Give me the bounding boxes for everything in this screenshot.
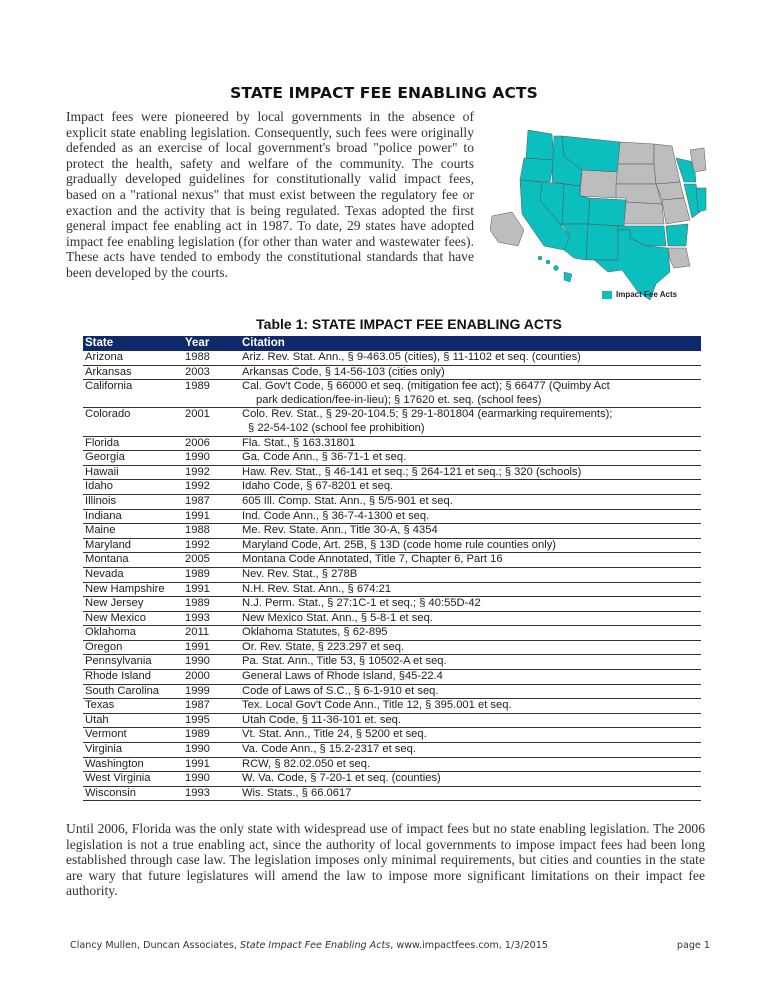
colorado-shape — [588, 198, 626, 226]
cell-citation — [240, 380, 701, 408]
table-row — [83, 772, 701, 787]
cell-citation — [240, 451, 701, 466]
cell-state: Idaho — [83, 480, 183, 495]
table-row — [83, 684, 701, 699]
cell-state: Hawaii — [83, 465, 183, 480]
table-row — [83, 538, 701, 553]
table-caption: Table 1: STATE IMPACT FEE ENABLING ACTS — [256, 316, 562, 332]
cell-year: 1992 — [183, 538, 240, 553]
hawaii-shape — [538, 256, 572, 282]
cell-year: 1988 — [183, 524, 240, 539]
washington-shape — [526, 130, 554, 160]
table-row — [83, 743, 701, 758]
cell-citation — [240, 626, 701, 641]
citation-text: Fla. Stat., § 163.31801 — [242, 436, 356, 449]
cell-state: West Virginia — [83, 772, 183, 787]
table-row — [83, 611, 701, 626]
cell-state: Arkansas — [83, 365, 183, 380]
footer-citation: Clancy Mullen, Duncan Associates, State Impact Fee Enabling Acts, www.impactfees.com, 1/3/2015 — [70, 940, 548, 951]
us-map-east-icon — [690, 140, 760, 310]
cell-year: 1991 — [183, 640, 240, 655]
missouri-shape — [662, 198, 690, 224]
kansas-shape — [624, 202, 664, 224]
table-row — [83, 380, 701, 408]
cell-state: Wisconsin — [83, 786, 183, 801]
cell-year: 1989 — [183, 728, 240, 743]
cell-state: Georgia — [83, 451, 183, 466]
cell-year: 2011 — [183, 626, 240, 641]
cell-year: 2006 — [183, 436, 240, 451]
cell-citation — [240, 480, 701, 495]
cell-citation — [240, 655, 701, 670]
citation-text: Vt. Stat. Ann., Title 24, § 5200 et seq. — [242, 728, 427, 741]
citation-text: Arkansas Code, § 14-56-103 (cities only) — [242, 365, 445, 378]
north-dakota-shape — [618, 142, 654, 164]
citation-text: RCW, § 82.02.050 et seq. — [242, 757, 371, 770]
column-header-state: State — [83, 336, 183, 351]
citation-text: Nev. Rev. Stat., § 278B — [242, 567, 358, 580]
citation-text: Me. Rev. State. Ann., Title 30-A, § 4354 — [242, 524, 438, 537]
table-row — [83, 436, 701, 451]
table-row — [83, 713, 701, 728]
cell-state: Illinois — [83, 494, 183, 509]
cell-year: 1992 — [183, 480, 240, 495]
table-row — [83, 728, 701, 743]
cell-year: 1990 — [183, 743, 240, 758]
citation-text: Utah Code, § 11-36-101 et. seq. — [242, 713, 402, 726]
cell-state: Maryland — [83, 538, 183, 553]
cell-state: Rhode Island — [83, 670, 183, 685]
south-dakota-shape — [616, 164, 656, 184]
cell-year: 1989 — [183, 380, 240, 408]
page-title: STATE IMPACT FEE ENABLING ACTS — [230, 84, 538, 102]
cell-citation — [240, 494, 701, 509]
cell-year: 1995 — [183, 713, 240, 728]
citation-text: Cal. Gov't Code, § 66000 et seq. (mitigation fee act); § 66477 (Quimby Act — [242, 380, 610, 393]
table-row — [83, 757, 701, 772]
table-row — [83, 465, 701, 480]
citation-text: New Mexico Stat. Ann., § 5-8-1 et seq. — [242, 611, 433, 624]
table-row — [83, 524, 701, 539]
citation-continuation: park dedication/fee-in-lieu); § 17620 et. seq. (school fees) — [256, 393, 542, 406]
us-map-figure — [490, 100, 710, 310]
table-row — [83, 365, 701, 380]
cell-year: 1989 — [183, 567, 240, 582]
citation-text: Colo. Rev. Stat., § 29-20-104.5; § 29-1-801804 (earmarking requirements); — [242, 408, 613, 421]
cell-year: 1991 — [183, 582, 240, 597]
cell-year: 2003 — [183, 365, 240, 380]
citation-text: N.J. Perm. Stat., § 27:1C-1 et seq.; § 40:55D-42 — [242, 597, 481, 610]
cell-year: 1987 — [183, 494, 240, 509]
cell-citation — [240, 408, 701, 436]
cell-year: 2000 — [183, 670, 240, 685]
citation-text: Tex. Local Gov't Code Ann., Title 12, § 395.001 et seq. — [242, 699, 512, 712]
citation-text: Va. Code Ann., § 15.2-2317 et seq. — [242, 743, 416, 756]
cell-year: 1993 — [183, 611, 240, 626]
cell-citation — [240, 757, 701, 772]
louisiana-shape — [668, 248, 690, 268]
citation-text: Ga. Code Ann., § 36-71-1 et seq. — [242, 451, 407, 464]
cell-year: 1990 — [183, 451, 240, 466]
alaska-shape — [490, 212, 524, 246]
page-footer — [70, 940, 710, 951]
cell-year: 1991 — [183, 509, 240, 524]
wyoming-shape — [580, 170, 618, 198]
cell-state: Vermont — [83, 728, 183, 743]
closing-paragraph: Until 2006, Florida was the only state with widespread use of impact fees but no state enabling legislation. The 2006 legislation is not a true enabling act, since the authority of local governments to impose impact fees had been long established through case law. The legislation imposes only minimal requirements, but cities and counties in the state are wary that future legislatures will amend the law to impose more significant limitations on their impact fee authority. — [66, 821, 705, 899]
citation-text: 605 Ill. Comp. Stat. Ann., § 5/5-901 et seq. — [242, 494, 453, 507]
cell-state: Nevada — [83, 567, 183, 582]
cell-state: New Jersey — [83, 597, 183, 612]
cell-citation — [240, 713, 701, 728]
citation-text: Montana Code Annotated, Title 7, Chapter 6, Part 16 — [242, 553, 503, 566]
citation-text: W. Va. Code, § 7-20-1 et seq. (counties) — [242, 772, 441, 785]
legend-label: Impact Fee Acts — [616, 290, 678, 299]
table-row — [83, 553, 701, 568]
cell-state: Pennsylvania — [83, 655, 183, 670]
cell-state: New Hampshire — [83, 582, 183, 597]
cell-citation — [240, 743, 701, 758]
cell-year: 1992 — [183, 465, 240, 480]
table-row — [83, 786, 701, 801]
cell-citation — [240, 538, 701, 553]
table-row — [83, 408, 701, 436]
table-row — [83, 597, 701, 612]
citation-text: Ind. Code Ann., § 36-7-4-1300 et seq. — [242, 509, 430, 522]
cell-citation — [240, 582, 701, 597]
table-row — [83, 582, 701, 597]
cell-year: 1989 — [183, 597, 240, 612]
table-row — [83, 626, 701, 641]
minnesota-shape — [654, 144, 680, 184]
table-row — [83, 451, 701, 466]
cell-state: New Mexico — [83, 611, 183, 626]
cell-year: 1988 — [183, 351, 240, 365]
cell-state: California — [83, 380, 183, 408]
footer-doc-title: State Impact Fee Enabling Acts — [239, 940, 391, 951]
table-row — [83, 670, 701, 685]
cell-citation — [240, 670, 701, 685]
table-row — [83, 699, 701, 714]
cell-year: 1987 — [183, 699, 240, 714]
map-legend — [602, 290, 677, 299]
cell-citation — [240, 640, 701, 655]
column-header-citation: Citation — [240, 336, 701, 351]
cell-state: Utah — [83, 713, 183, 728]
page-number: page 1 — [676, 940, 710, 951]
citation-text: Ariz. Rev. Stat. Ann., § 9-463.05 (cities), § 11-1102 et seq. (counties) — [242, 351, 581, 363]
citation-continuation: § 22-54-102 (school fee prohibition) — [248, 421, 425, 434]
cell-citation — [240, 786, 701, 801]
table-row — [83, 509, 701, 524]
cell-citation — [240, 351, 701, 365]
table-header-row — [83, 336, 701, 351]
cell-year: 1990 — [183, 655, 240, 670]
cell-state: Oregon — [83, 640, 183, 655]
oregon-shape — [520, 158, 554, 182]
cell-state: Oklahoma — [83, 626, 183, 641]
intro-paragraph: Impact fees were pioneered by local governments in the absence of explicit state enabling legislation. Consequently, such fees were originally defended as an exercise of local government's broad "police power" to protect the health, safety and welfare of the community. The courts gradually developed guidelines for constitutionally valid impact fees, based on a "rational nexus" that must exist between the regulatory fee or exaction and the activity that is being regulated. Texas adopted the first general impact fee enabling act in 1987. To date, 29 states have adopted impact fee enabling legislation (for other than water and wastewater fees). These acts have tended to embody the constitutional standards that have been developed by the courts. — [66, 109, 474, 280]
cell-citation — [240, 597, 701, 612]
cell-state: Washington — [83, 757, 183, 772]
table-row — [83, 640, 701, 655]
citation-text: Or. Rev. State, § 223.297 et seq. — [242, 640, 405, 653]
cell-state: Indiana — [83, 509, 183, 524]
table-row — [83, 480, 701, 495]
cell-state: Virginia — [83, 743, 183, 758]
cell-year: 1990 — [183, 772, 240, 787]
citation-text: Maryland Code, Art. 25B, § 13D (code home rule counties only) — [242, 538, 557, 551]
enabling-acts-table — [83, 336, 701, 801]
citation-text: Oklahoma Statutes, § 62-895 — [242, 626, 388, 639]
cell-citation — [240, 365, 701, 380]
cell-state: Montana — [83, 553, 183, 568]
cell-year: 1993 — [183, 786, 240, 801]
new-mexico-shape — [586, 224, 618, 260]
cell-citation — [240, 728, 701, 743]
cell-citation — [240, 611, 701, 626]
cell-year: 2001 — [183, 408, 240, 436]
cell-citation — [240, 553, 701, 568]
citation-text: General Laws of Rhode Island, §45-22.4 — [242, 670, 443, 683]
cell-state: Colorado — [83, 408, 183, 436]
citation-text: Code of Laws of S.C., § 6-1-910 et seq. — [242, 684, 439, 697]
citation-text: Pa. Stat. Ann., Title 53, § 10502-A et seq. — [242, 655, 447, 668]
us-map-icon — [490, 100, 710, 310]
cell-citation — [240, 436, 701, 451]
table-row — [83, 655, 701, 670]
cell-year: 2005 — [183, 553, 240, 568]
cell-citation — [240, 699, 701, 714]
cell-year: 1999 — [183, 684, 240, 699]
legend-swatch-icon — [602, 291, 612, 299]
citation-text: Wis. Stats., § 66.0617 — [242, 786, 352, 799]
cell-state: Maine — [83, 524, 183, 539]
cell-state: South Carolina — [83, 684, 183, 699]
cell-citation — [240, 567, 701, 582]
cell-state: Arizona — [83, 351, 183, 365]
citation-text: Idaho Code, § 67-8201 et seq. — [242, 480, 394, 493]
cell-state: Florida — [83, 436, 183, 451]
cell-year: 1991 — [183, 757, 240, 772]
cell-citation — [240, 684, 701, 699]
cell-state: Texas — [83, 699, 183, 714]
cell-citation — [240, 465, 701, 480]
arkansas-shape — [666, 224, 688, 246]
citation-text: Haw. Rev. Stat., § 46-141 et seq.; § 264-121 et seq.; § 320 (schools) — [242, 465, 582, 478]
cell-citation — [240, 772, 701, 787]
citation-text: N.H. Rev. Stat. Ann., § 674:21 — [242, 582, 392, 595]
table-row — [83, 351, 701, 365]
cell-citation — [240, 524, 701, 539]
table-row — [83, 567, 701, 582]
cell-citation — [240, 509, 701, 524]
table-row — [83, 494, 701, 509]
column-header-year: Year — [183, 336, 240, 351]
